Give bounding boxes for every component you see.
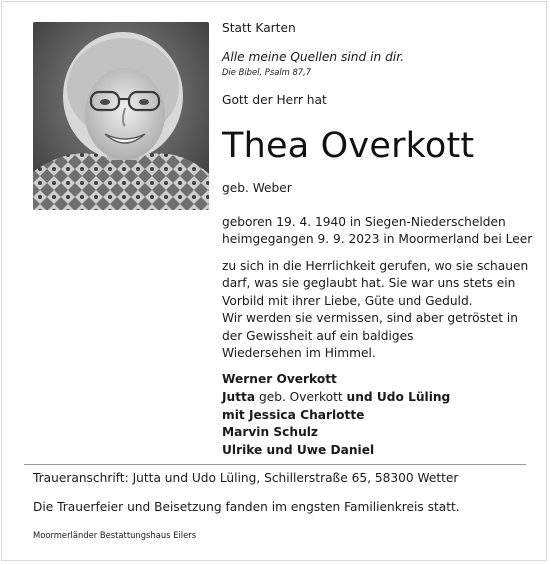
family-signatures [222, 371, 450, 460]
family-line [222, 389, 450, 407]
statt-karten: Statt Karten [222, 21, 296, 35]
message-line: Wir werden sie vermissen, sind aber getröstet in [222, 311, 518, 326]
death-line: heimgegangen 9. 9. 2023 in Moormerland bei Leer [222, 232, 533, 247]
undertaker-name: Moormerländer Bestattungshaus Eilers [33, 530, 197, 540]
mourning-address: Traueranschrift: Jutta und Udo Lüling, Schillerstraße 65, 58300 Wetter [33, 471, 459, 485]
life-dates [222, 214, 532, 249]
obituary-message [222, 258, 528, 362]
portrait-photo [33, 22, 209, 210]
family-line: Marvin Schulz [222, 425, 319, 440]
birth-line: geboren 19. 4. 1940 in Siegen-Niederschelden [222, 215, 506, 229]
family-name-udo: und Udo Lüling [346, 389, 451, 404]
message-line: Wiedersehen im Himmel. [222, 345, 376, 360]
divider [24, 464, 526, 465]
intro-text: Gott der Herr hat [222, 93, 327, 107]
family-name-jutta: Jutta [222, 389, 256, 404]
family-line: mit Jessica Charlotte [222, 407, 365, 422]
message-line: der Gewissheit auf ein baldiges [222, 328, 414, 343]
bible-quote: Alle meine Quellen sind in dir. [222, 50, 404, 64]
family-line: Werner Overkott [222, 372, 337, 386]
message-line: Vorbild mit ihrer Liebe, Güte und Geduld. [222, 293, 473, 308]
maiden-name: geb. Weber [222, 181, 292, 195]
quote-source: Die Bibel, Psalm 87,7 [222, 67, 312, 77]
deceased-name: Thea Overkott [222, 126, 475, 166]
message-line: darf, was sie geglaubt hat. Sie war uns stets ein [222, 276, 516, 291]
family-line: Ulrike und Uwe Daniel [222, 443, 375, 458]
ceremony-note: Die Trauerfeier und Beisetzung fanden im engsten Familienkreis statt. [33, 500, 460, 514]
family-maiden: geb. Overkott [255, 389, 347, 404]
message-line: zu sich in die Herrlichkeit gerufen, wo sie schauen [222, 259, 529, 273]
